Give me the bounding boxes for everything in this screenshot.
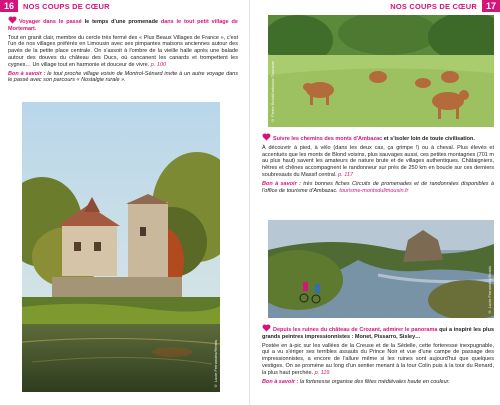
bon-a-savoir-label: Bon à savoir : <box>262 378 299 385</box>
page-ref: p. 117 <box>338 171 354 178</box>
cows-photo <box>268 15 494 127</box>
heart-icon <box>262 133 271 141</box>
heart-icon <box>8 16 17 24</box>
entry-body: À découvrir à pied, à vélo (dans les deux cas, ça grimpe !) ou à cheval. Plus élevés et accentués que les monts de Blond voisins, plus sauvages aussi, ces petites montagnes (701 m au plus haut) savent les amateurs de nature brute et de villages authentiques. Châtaigniers, hêtres et chênes accompagnent le randonneur sur près de 250 km en boucle sur ces derniers soubresauts du Massif central. <box>262 144 494 178</box>
left-header <box>0 0 115 12</box>
photo-credit: © Pierre Belot/Ambazac Tourisme <box>270 60 275 123</box>
bon-a-savoir-label: Bon à savoir : <box>8 70 46 77</box>
entry-title-text: et s'isoler loin de toute civilisation. <box>382 136 475 142</box>
entry-title-highlight: Suivre les chemins des monts d'Ambazac <box>273 136 383 142</box>
page-ref: p. 100 <box>150 61 167 68</box>
bon-a-savoir-text: le tout proche village voisin de Montrol-Sénard invite à un autre voyage dans le passé avec son parcours « Nostalgie rurale ». <box>8 70 238 84</box>
website-link[interactable]: tourisme-montsdulimousin.fr <box>339 187 409 194</box>
entry-body: Postée en à-pic sur les vallées de la Creuse et de la Sédelle, cette forteresse inexpugnable, qui a vu s'ériger ses terribles assauts du Prince Noir et vue d'une campe de passage des impressionnistes, a encore de l'allure même si les ruines sont aujourd'hui que quelques vestiges. On se promène au long d'un sentier menant à la tour Colin puis à la tour du Renard, la plus haut perchée. <box>262 342 494 376</box>
entry-title-highlight: Voyager dans le passé <box>19 19 82 25</box>
photo-credit: © Lucie Fernandez/Hemis <box>487 265 492 314</box>
section-title: NOS COUPS DE CŒUR <box>23 1 110 11</box>
right-page <box>250 0 500 405</box>
bon-a-savoir-label: Bon à savoir : <box>262 180 301 187</box>
page-number: 16 <box>0 0 18 12</box>
entry-crozant <box>262 324 494 387</box>
entry-title-highlight-2: dans le tout petit village de Mortemart. <box>8 19 238 32</box>
bon-a-savoir-text: très bonnes fiches Circuits de promenades et de randonnées disponibles à l'office de tourisme d'Ambazac. <box>262 180 494 194</box>
crozant-photo <box>268 220 494 318</box>
page-number: 17 <box>482 0 500 12</box>
village-photo <box>22 102 220 392</box>
right-header <box>385 0 500 12</box>
entry-title-text: le temps d'une promenade <box>81 19 161 25</box>
entry-body: Tout en granit clair, membre du cercle très fermé des « Plus Beaux Villages de France », c'est l'un de nos villages préférés en Limousin avec ses pimpantes maisons anciennes autour des pavés de la petite place centrale. On s'assoit à l'ombre de la vieille halle après une balade autour des douves du château des Ducs, où cancanent les canards et trompettent les cygnes… Un village tout en harmonie et douceur de vivre. <box>8 34 238 68</box>
photo-credit: © Lucie Fernandez/Hemis <box>213 339 218 388</box>
section-title: NOS COUPS DE CŒUR <box>390 1 477 11</box>
entry-mortemart <box>8 16 238 86</box>
page-ref: p. 119 <box>314 369 330 376</box>
entry-ambazac <box>262 133 494 196</box>
bon-a-savoir-text: la forteresse organise des fêtes médiévales haute en couleur. <box>298 378 450 385</box>
entry-title-text: qui a inspiré les plus grands peintres impressionnistes : Monet, Pissarro, Sisley… <box>262 327 494 340</box>
entry-title-highlight: Depuis les ruines du château de Crozant, admirer le panorama <box>273 327 438 333</box>
heart-icon <box>262 324 271 332</box>
